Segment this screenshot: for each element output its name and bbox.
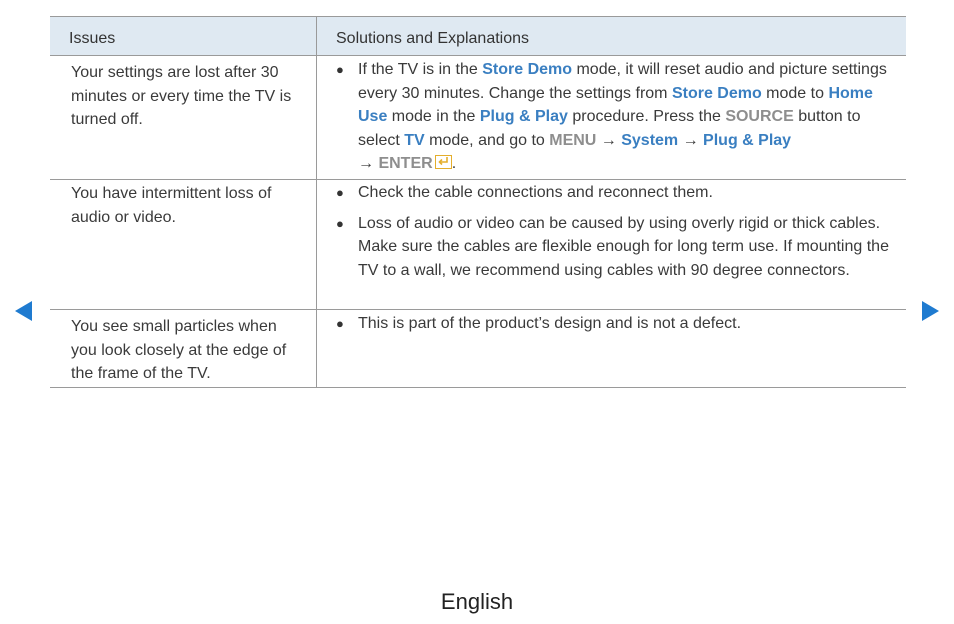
table-row bbox=[50, 310, 906, 388]
bullet-dot: ● bbox=[336, 215, 344, 231]
footer-language: English bbox=[440, 589, 514, 614]
solution-cell bbox=[317, 56, 906, 179]
bullet-text bbox=[358, 58, 898, 176]
bullet-dot: ● bbox=[336, 185, 344, 200]
text-run: mode, it will reset audio and picture settings every 30 minutes. Change the settings from bbox=[358, 61, 887, 102]
table-row bbox=[50, 56, 906, 180]
solution-cell bbox=[317, 180, 906, 309]
header-issues: Issues bbox=[50, 17, 317, 55]
keyword-system: System bbox=[621, 131, 679, 149]
text-run: procedure. Press the bbox=[567, 108, 726, 125]
text-run: → bbox=[596, 131, 622, 149]
text-run: mode to bbox=[761, 84, 829, 102]
bullet-text: Check the cable connections and reconnect them. bbox=[358, 184, 713, 201]
keyword-tv: TV bbox=[404, 131, 425, 149]
solution-cell bbox=[317, 310, 906, 387]
solution-bullet bbox=[336, 212, 898, 283]
keyword-plug-and-play: Plug & Play bbox=[479, 108, 568, 125]
solution-bullet bbox=[336, 181, 898, 205]
enter-key-icon bbox=[435, 155, 452, 169]
text-run: mode, and go to bbox=[424, 131, 550, 149]
troubleshooting-table bbox=[50, 16, 906, 388]
text-run: . bbox=[451, 155, 457, 172]
solution-bullet bbox=[336, 312, 898, 336]
keyword-plug-and-play: Plug & Play bbox=[703, 131, 792, 149]
keyword-store-demo: Store Demo bbox=[671, 84, 762, 102]
triangle-left-icon[interactable] bbox=[14, 300, 34, 322]
table-header-row bbox=[50, 17, 906, 56]
text-run: → bbox=[358, 155, 379, 172]
bullet-dot: ● bbox=[336, 62, 344, 77]
key-source: SOURCE bbox=[725, 108, 794, 125]
triangle-right-icon[interactable] bbox=[920, 300, 940, 322]
text-run: → bbox=[678, 131, 704, 149]
keyword-home-use: Home Use bbox=[358, 84, 873, 125]
solution-bullet bbox=[336, 58, 898, 176]
text-run: mode in the bbox=[387, 108, 480, 125]
issue-cell: Your settings are lost after 30 minutes or every time the TV is turned off. bbox=[50, 56, 317, 179]
table-row bbox=[50, 180, 906, 310]
bullet-text: Loss of audio or video can be caused by using overly rigid or thick cables. Make sure the cables are flexible enough for long term use. If mounting the TV to a wall, we recommend using cables with 90 degree connectors. bbox=[358, 214, 889, 279]
text-run: button to select bbox=[358, 108, 861, 149]
key-enter: ENTER bbox=[378, 155, 433, 172]
header-solutions: Solutions and Explanations bbox=[336, 30, 530, 47]
bullet-text: This is part of the product’s design and is not a defect. bbox=[358, 315, 742, 332]
key-menu: MENU bbox=[549, 131, 597, 149]
issue-cell: You have intermittent loss of audio or video. bbox=[50, 180, 317, 309]
bullet-dot: ● bbox=[336, 316, 344, 331]
text-run: If the TV is in the bbox=[358, 61, 483, 78]
issue-cell: You see small particles when you look closely at the edge of the frame of the TV. bbox=[50, 310, 317, 387]
keyword-store-demo: Store Demo bbox=[482, 61, 573, 78]
